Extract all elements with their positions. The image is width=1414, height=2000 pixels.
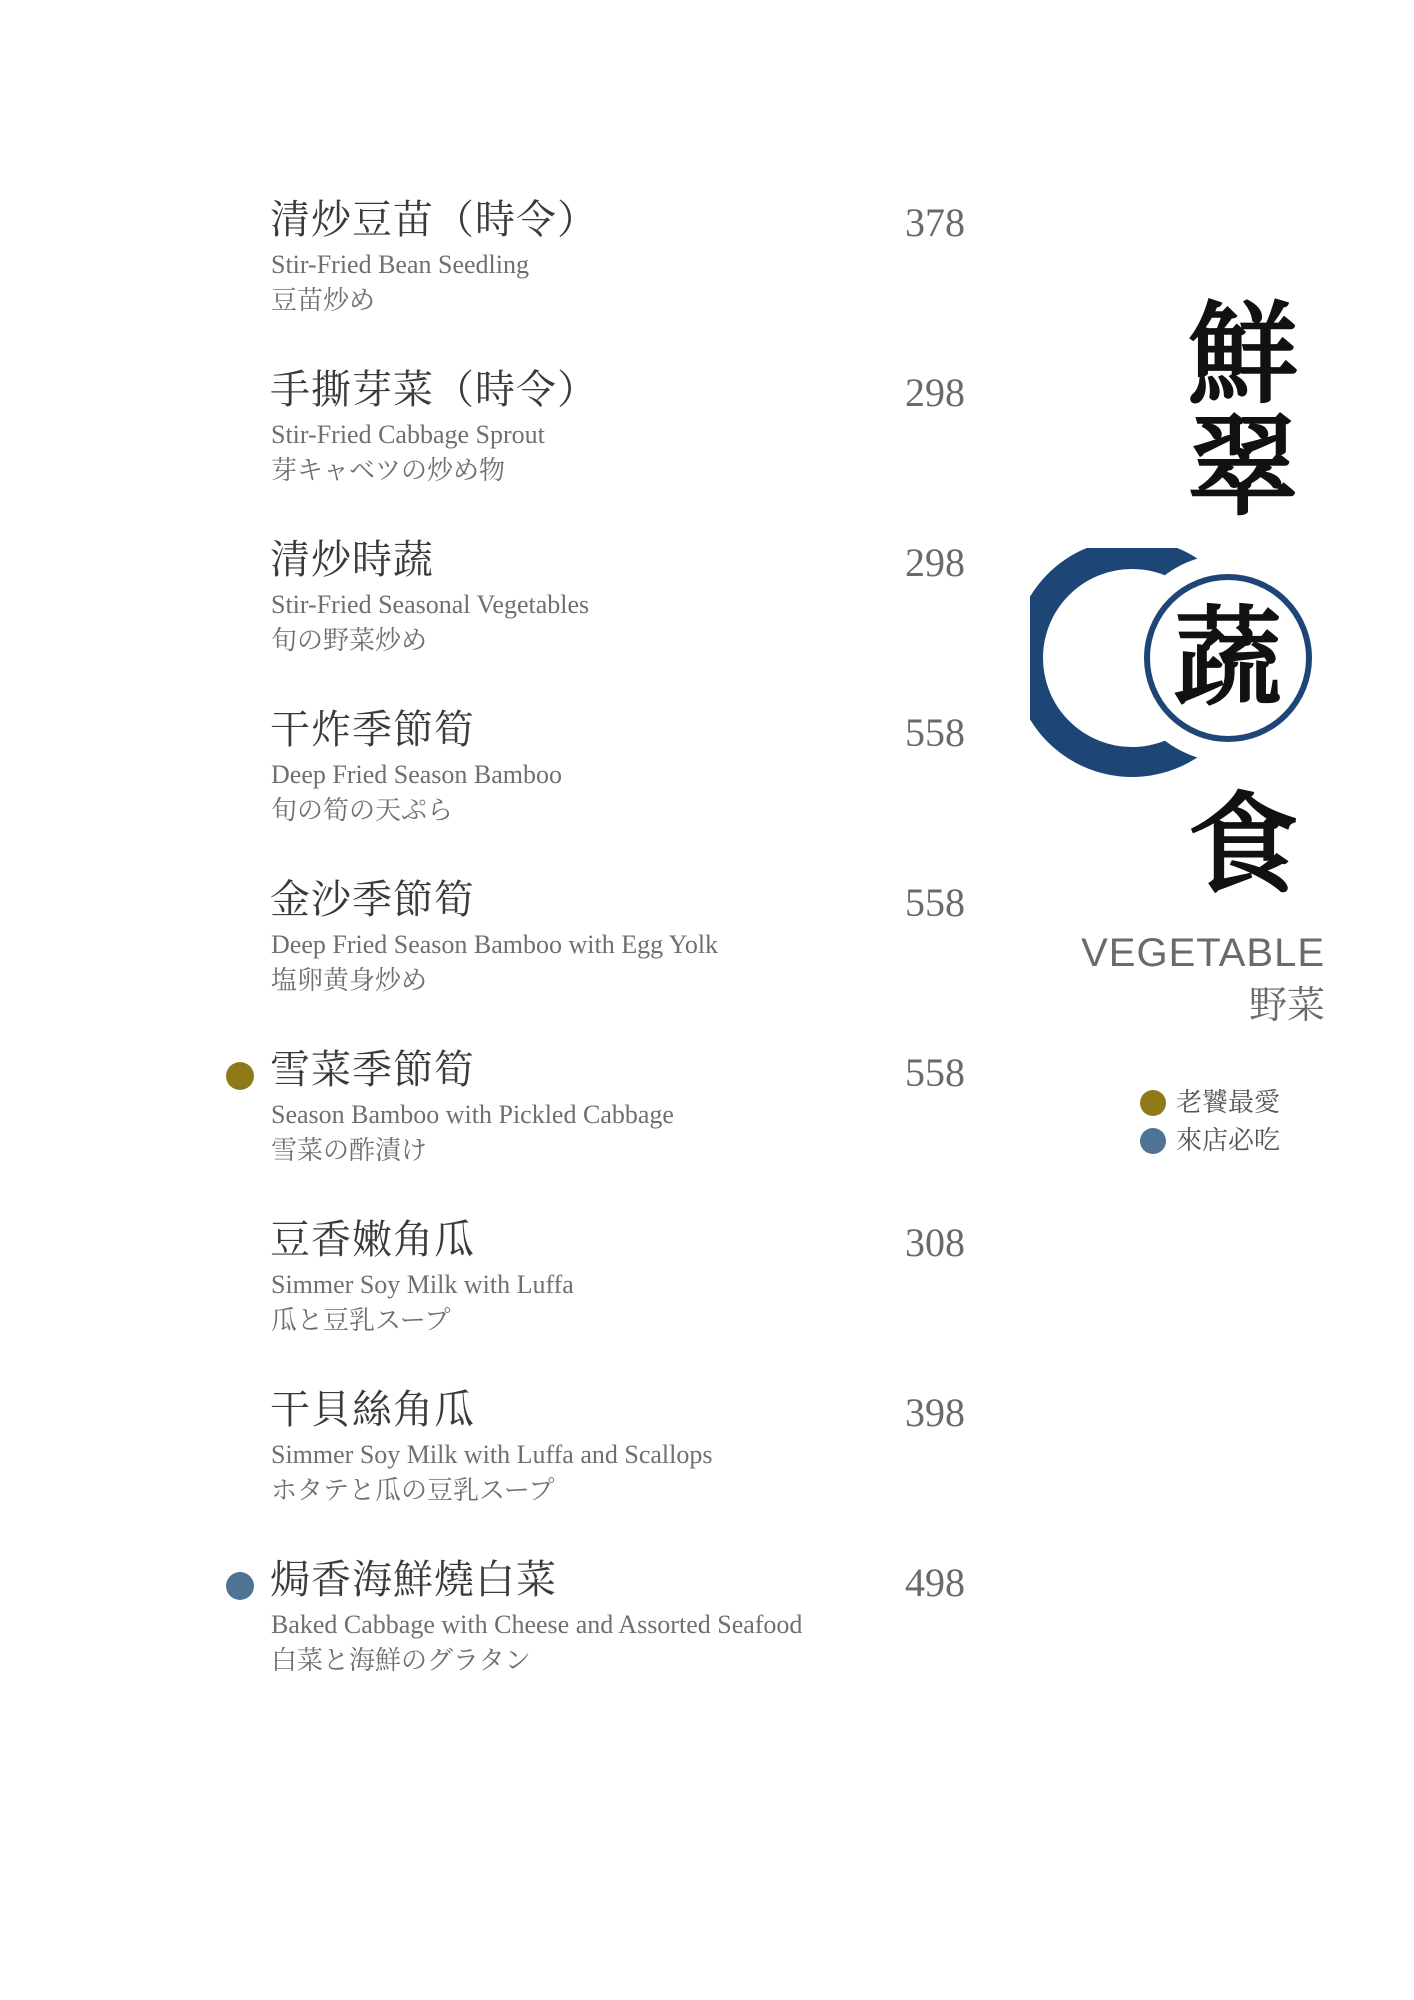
- legend-label: 老饕最愛: [1176, 1088, 1281, 1117]
- legend-row-must-try: [1140, 1123, 1390, 1161]
- item-english-name: Stir-Fried Seasonal Vegetables: [271, 590, 590, 619]
- item-english-name: Stir-Fried Bean Seedling: [271, 250, 529, 279]
- item-price: 498: [905, 1560, 965, 1605]
- item-japanese-name: 豆苗炒め: [271, 286, 376, 315]
- legend-label: 來店必吃: [1176, 1126, 1281, 1155]
- item-english-name: Deep Fried Season Bamboo with Egg Yolk: [271, 930, 719, 959]
- item-japanese-name: 瓜と豆乳スープ: [271, 1306, 451, 1335]
- category-english: VEGETABLE: [1081, 931, 1325, 975]
- item-name: 清炒時蔬: [270, 537, 434, 582]
- item-price: 558: [905, 710, 965, 755]
- item-japanese-name: 旬の野菜炒め: [271, 626, 428, 655]
- category-japanese: 野菜: [1248, 985, 1325, 1027]
- item-name: 清炒豆苗（時令）: [270, 197, 598, 242]
- menu-item: [0, 1386, 1000, 1546]
- menu-item: [0, 706, 1000, 866]
- item-english-name: Season Bamboo with Pickled Cabbage: [271, 1100, 674, 1129]
- legend-row-favorite: [1140, 1085, 1390, 1123]
- title-char-4: 食: [1188, 780, 1298, 909]
- item-japanese-name: 塩卵黄身炒め: [271, 966, 428, 995]
- title-char-2: 翠: [1188, 402, 1298, 531]
- item-price: 308: [905, 1220, 965, 1265]
- item-name: 雪菜季節筍: [270, 1047, 475, 1092]
- menu-item: [0, 876, 1000, 1036]
- item-name: 干貝絲角瓜: [270, 1387, 475, 1432]
- legend-dot: [1140, 1128, 1166, 1154]
- item-price: 298: [905, 540, 965, 585]
- menu-item: [0, 1556, 1000, 1716]
- item-english-name: Deep Fried Season Bamboo: [271, 760, 563, 789]
- item-price: 558: [905, 1050, 965, 1095]
- item-japanese-name: 雪菜の酢漬け: [271, 1136, 428, 1165]
- item-name: 豆香嫩角瓜: [270, 1217, 475, 1262]
- marker-dot: [226, 1062, 254, 1090]
- item-name: 金沙季節筍: [270, 877, 475, 922]
- item-japanese-name: 旬の筍の天ぷら: [271, 796, 454, 825]
- vegetable-emblem: [1030, 548, 1330, 788]
- item-english-name: Baked Cabbage with Cheese and Assorted Seafood: [271, 1610, 803, 1639]
- item-price: 558: [905, 880, 965, 925]
- menu-item: [0, 366, 1000, 526]
- item-english-name: Stir-Fried Cabbage Sprout: [271, 420, 545, 449]
- item-price: 298: [905, 370, 965, 415]
- legend: [1140, 1085, 1390, 1161]
- item-price: 398: [905, 1390, 965, 1435]
- marker-dot: [226, 1572, 254, 1600]
- category-title-block: [1030, 290, 1330, 1100]
- menu-item: [0, 196, 1000, 356]
- item-english-name: Simmer Soy Milk with Luffa: [271, 1270, 574, 1299]
- item-japanese-name: 芽キャベツの炒め物: [271, 456, 506, 485]
- menu-item: [0, 1216, 1000, 1376]
- item-name: 焗香海鮮燒白菜: [270, 1557, 557, 1602]
- legend-dot: [1140, 1090, 1166, 1116]
- menu-item: [0, 1046, 1000, 1206]
- item-japanese-name: 白菜と海鮮のグラタン: [271, 1646, 531, 1675]
- item-name: 干炸季節筍: [270, 707, 475, 752]
- title-char-1: 鮮: [1188, 290, 1298, 419]
- menu-item: [0, 536, 1000, 696]
- item-english-name: Simmer Soy Milk with Luffa and Scallops: [271, 1440, 713, 1469]
- item-japanese-name: ホタテと瓜の豆乳スープ: [271, 1476, 555, 1505]
- item-name: 手撕芽菜（時令）: [270, 367, 598, 412]
- emblem-char: 蔬: [1173, 595, 1283, 721]
- item-price: 378: [905, 200, 965, 245]
